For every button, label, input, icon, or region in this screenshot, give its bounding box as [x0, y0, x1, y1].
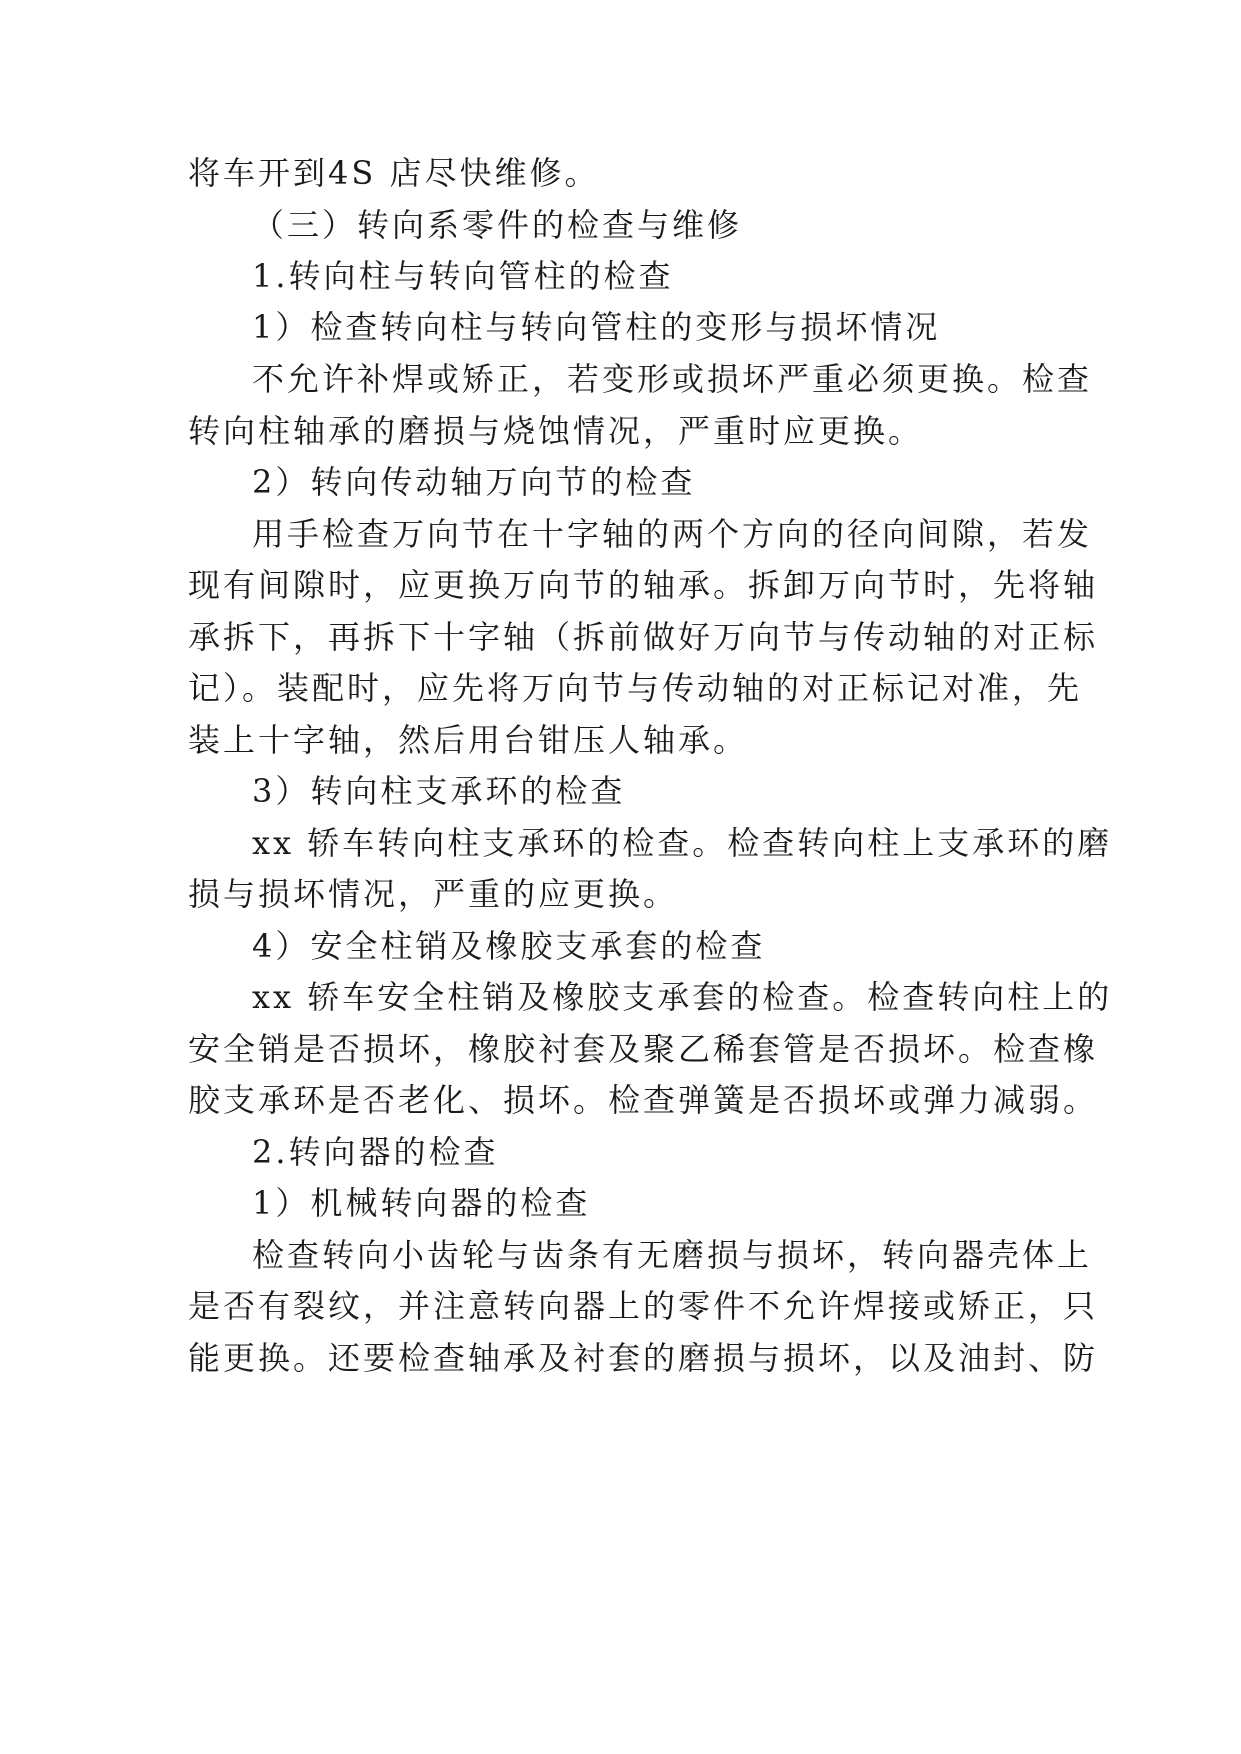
- paragraph-line: xx 轿车安全柱销及橡胶支承套的检查。检查转向柱上的: [252, 978, 1113, 1016]
- item-heading-4: 4）安全柱销及橡胶支承套的检查: [252, 927, 766, 965]
- paragraph-line: 现有间隙时，应更换万向节的轴承。拆卸万向节时，先将轴: [188, 566, 1099, 604]
- subsection-heading-1: 1.转向柱与转向管柱的检查: [252, 257, 674, 295]
- paragraph-line: 安全销是否损坏，橡胶衬套及聚乙稀套管是否损坏。检查橡: [188, 1030, 1099, 1068]
- paragraph-line: xx 轿车转向柱支承环的检查。检查转向柱上支承环的磨: [252, 824, 1113, 862]
- paragraph-line: 检查转向小齿轮与齿条有无磨损与损坏，转向器壳体上: [252, 1236, 1093, 1274]
- paragraph-line: 装上十字轴，然后用台钳压人轴承。: [188, 721, 749, 759]
- item-heading-1: 1）检查转向柱与转向管柱的变形与损坏情况: [252, 308, 941, 346]
- paragraph-line: 记）。装配时，应先将万向节与传动轴的对正标记对准，先: [188, 669, 1083, 707]
- paragraph-line: 是否有裂纹，并注意转向器上的零件不允许焊接或矫正，只: [188, 1287, 1099, 1325]
- paragraph-line: 能更换。还要检查轴承及衬套的磨损与损坏，以及油封、防: [188, 1339, 1099, 1377]
- item-heading-2: 2）转向传动轴万向节的检查: [252, 463, 696, 501]
- paragraph-line: 承拆下，再拆下十字轴（拆前做好万向节与传动轴的对正标: [188, 618, 1099, 656]
- paragraph-line: 用手检查万向节在十字轴的两个方向的径向间隙，若发: [252, 515, 1093, 553]
- paragraph-line: 胶支承环是否老化、损坏。检查弹簧是否损坏或弹力减弱。: [188, 1081, 1099, 1119]
- item-heading-5: 1）机械转向器的检查: [252, 1184, 591, 1222]
- paragraph-line: 不允许补焊或矫正，若变形或损坏严重必须更换。检查: [252, 360, 1093, 398]
- section-heading: （三）转向系零件的检查与维修: [252, 206, 743, 244]
- paragraph-line: 损与损坏情况，严重的应更换。: [188, 875, 679, 913]
- paragraph-line: 转向柱轴承的磨损与烧蚀情况，严重时应更换。: [188, 412, 924, 450]
- item-heading-3: 3）转向柱支承环的检查: [252, 772, 626, 810]
- text-line-1: 将车开到4S 店尽快维修。: [188, 154, 600, 192]
- subsection-heading-2: 2.转向器的检查: [252, 1133, 499, 1171]
